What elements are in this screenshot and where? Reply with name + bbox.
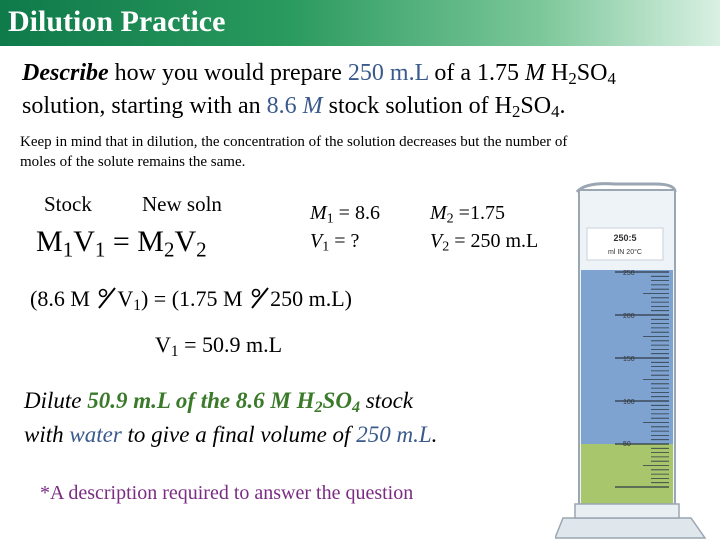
dilute-volume bbox=[87, 388, 360, 417]
subst-v: V bbox=[117, 286, 134, 312]
subscript: 1 bbox=[62, 237, 74, 262]
dilute-text: stock bbox=[359, 388, 413, 413]
times-symbol bbox=[248, 286, 270, 316]
problem-line-1 bbox=[22, 60, 616, 89]
subscript: 2 bbox=[314, 399, 323, 417]
graduated-cylinder-icon bbox=[555, 178, 715, 540]
eq-v: V bbox=[73, 225, 95, 258]
subscript: 2 bbox=[163, 237, 175, 262]
mark-50: 50 bbox=[623, 441, 631, 448]
subscript: 2 bbox=[446, 211, 454, 227]
mark-250: 250 bbox=[623, 270, 635, 277]
var-symbol: M bbox=[430, 202, 447, 224]
stock-conc-value: 8.6 bbox=[266, 93, 303, 119]
mark-100: 100 bbox=[623, 399, 635, 406]
var-symbol: V bbox=[430, 230, 443, 252]
var-value: = 8.6 bbox=[333, 202, 380, 224]
cylinder-label-top: 250:5 bbox=[613, 233, 637, 243]
subscript: 4 bbox=[607, 69, 616, 89]
eq-m: M bbox=[36, 225, 63, 258]
mark-150: 150 bbox=[623, 356, 635, 363]
problem-text: how you would prepare bbox=[108, 60, 348, 86]
var-symbol: V bbox=[310, 230, 323, 252]
formula-h: H bbox=[545, 60, 569, 86]
times-symbol bbox=[95, 286, 117, 316]
note-line-2: moles of the solute remains the same. bbox=[20, 154, 246, 170]
subscript: 1 bbox=[170, 342, 179, 360]
answer-line bbox=[155, 332, 282, 361]
var-v2 bbox=[430, 230, 538, 256]
subscript: 4 bbox=[351, 399, 360, 417]
var-v1 bbox=[310, 230, 359, 256]
note-line-1: Keep in mind that in dilution, the concentration of the solution decreases but the number of bbox=[20, 134, 568, 150]
final-volume: 250 m.L bbox=[356, 422, 432, 447]
formula-so: SO bbox=[520, 93, 552, 119]
eq-m: M bbox=[137, 225, 164, 258]
mark-200: 200 bbox=[623, 313, 635, 320]
dilution-equation bbox=[36, 225, 207, 262]
molar-unit: M bbox=[525, 60, 546, 86]
footnote: *A description required to answer the question bbox=[40, 482, 414, 504]
dilute-line-2 bbox=[24, 422, 437, 448]
dilute-text: Dilute bbox=[24, 388, 88, 413]
eq-equals: = bbox=[105, 225, 138, 258]
target-conc: 1.75 bbox=[477, 60, 526, 86]
target-volume: 250 m.L bbox=[347, 60, 429, 86]
substitution-line bbox=[30, 286, 352, 316]
subscript: 2 bbox=[568, 69, 577, 89]
var-value: = 250 m.L bbox=[449, 230, 539, 252]
molar-unit: M bbox=[302, 93, 323, 119]
stock-label: Stock bbox=[44, 192, 92, 216]
subscript: 4 bbox=[551, 102, 560, 122]
formula-so: SO bbox=[576, 60, 608, 86]
dilute-line-1 bbox=[24, 388, 413, 417]
describe-word: Describe bbox=[22, 60, 109, 86]
subscript: 2 bbox=[511, 102, 521, 122]
cylinder-label-line2: ml IN 20°C bbox=[608, 249, 642, 256]
problem-line-2 bbox=[22, 93, 565, 122]
dilute-text: with bbox=[24, 422, 70, 447]
subscript: 2 bbox=[442, 239, 450, 255]
subscript: 1 bbox=[326, 211, 334, 227]
slide-title: Dilution Practice bbox=[8, 5, 226, 38]
eq-v: V bbox=[174, 225, 197, 258]
water-word: water bbox=[69, 422, 122, 447]
dilute-text: to give a final volume of bbox=[121, 422, 357, 447]
answer-value: = 50.9 m.L bbox=[178, 332, 283, 357]
subst-text: ) = (1.75 M bbox=[140, 286, 249, 312]
problem-text: of a bbox=[428, 60, 478, 86]
period: . bbox=[559, 93, 566, 119]
answer-v: V bbox=[155, 332, 171, 357]
dilute-formula: SO bbox=[322, 388, 352, 413]
subscript: 1 bbox=[322, 239, 330, 255]
var-value: =1.75 bbox=[453, 202, 505, 224]
var-m2 bbox=[430, 202, 505, 228]
subscript: 1 bbox=[94, 237, 106, 262]
subst-text: (8.6 M bbox=[30, 286, 96, 312]
new-soln-label: New soln bbox=[142, 192, 222, 216]
var-value: = ? bbox=[329, 230, 360, 252]
dilute-volume-text: 50.9 m.L of the 8.6 M H bbox=[87, 388, 315, 413]
subscript: 2 bbox=[196, 237, 207, 262]
period: . bbox=[431, 422, 438, 447]
stock-conc bbox=[267, 93, 323, 119]
subscript: 1 bbox=[133, 296, 141, 314]
problem-text: solution, starting with an bbox=[22, 93, 267, 119]
subst-text: 250 m.L) bbox=[270, 286, 352, 312]
var-m1 bbox=[310, 202, 380, 228]
title-bar bbox=[0, 0, 720, 46]
problem-text: stock solution of H bbox=[322, 93, 512, 119]
var-symbol: M bbox=[310, 202, 327, 224]
